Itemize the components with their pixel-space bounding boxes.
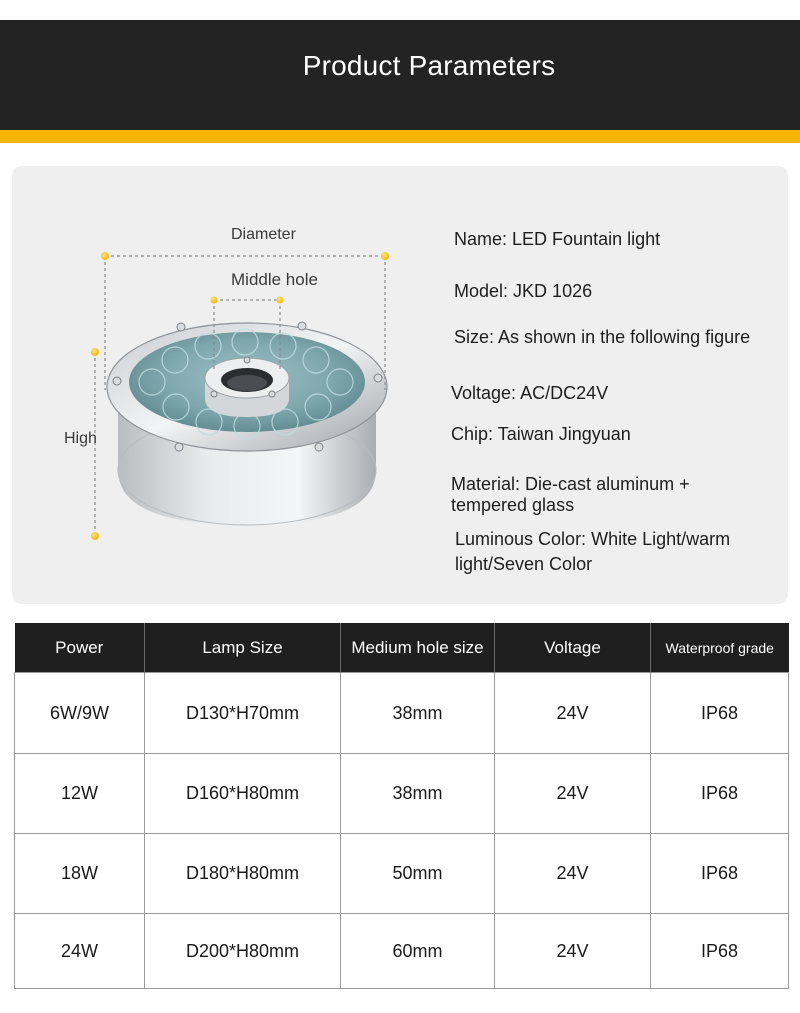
cell-lamp-size: D160*H80mm: [145, 754, 341, 834]
cell-waterproof: IP68: [651, 673, 789, 754]
cell-power: 6W/9W: [15, 673, 145, 754]
cell-waterproof: IP68: [651, 754, 789, 834]
spec-name: Name: LED Fountain light: [454, 229, 661, 249]
table-row: [15, 914, 789, 989]
cell-hole-size: 60mm: [341, 914, 495, 989]
table-row: [15, 754, 789, 834]
cell-power: 12W: [15, 754, 145, 834]
cell-hole-size: 50mm: [341, 834, 495, 914]
header-lamp-size: Lamp Size: [145, 623, 341, 673]
spec-luminous-color: Luminous Color: White Light/warm light/Seven Color: [455, 529, 731, 574]
table-header-row: [15, 623, 789, 673]
header-power: Power: [15, 623, 145, 673]
spec-chip: Chip: Taiwan Jingyuan: [451, 424, 631, 444]
cell-lamp-size: D200*H80mm: [145, 914, 341, 989]
cell-waterproof: IP68: [651, 834, 789, 914]
cell-hole-size: 38mm: [341, 673, 495, 754]
header-waterproof-grade: Waterproof grade: [651, 623, 789, 673]
diameter-label: Diameter: [231, 226, 296, 243]
cell-lamp-size: D180*H80mm: [145, 834, 341, 914]
cell-power: 24W: [15, 914, 145, 989]
cell-voltage: 24V: [495, 754, 651, 834]
table-row: [15, 834, 789, 914]
cell-voltage: 24V: [495, 673, 651, 754]
cell-lamp-size: D130*H70mm: [145, 673, 341, 754]
power-size-table: [14, 623, 789, 989]
high-label: High: [64, 430, 97, 447]
spec-voltage: Voltage: AC/DC24V: [451, 383, 609, 403]
spec-material: Material: Die-cast aluminum + tempered glass: [451, 474, 690, 515]
cell-voltage: 24V: [495, 834, 651, 914]
header-voltage: Voltage: [495, 623, 651, 673]
header-medium-hole-size: Medium hole size: [341, 623, 495, 673]
cell-waterproof: IP68: [651, 914, 789, 989]
spec-size: Size: As shown in the following figure: [454, 327, 751, 347]
table-row: [15, 673, 789, 754]
cell-voltage: 24V: [495, 914, 651, 989]
cell-power: 18W: [15, 834, 145, 914]
middle-hole-label: Middle hole: [231, 270, 318, 289]
spec-model: Model: JKD 1026: [454, 281, 593, 301]
cell-hole-size: 38mm: [341, 754, 495, 834]
page-title: Product Parameters: [302, 50, 556, 81]
